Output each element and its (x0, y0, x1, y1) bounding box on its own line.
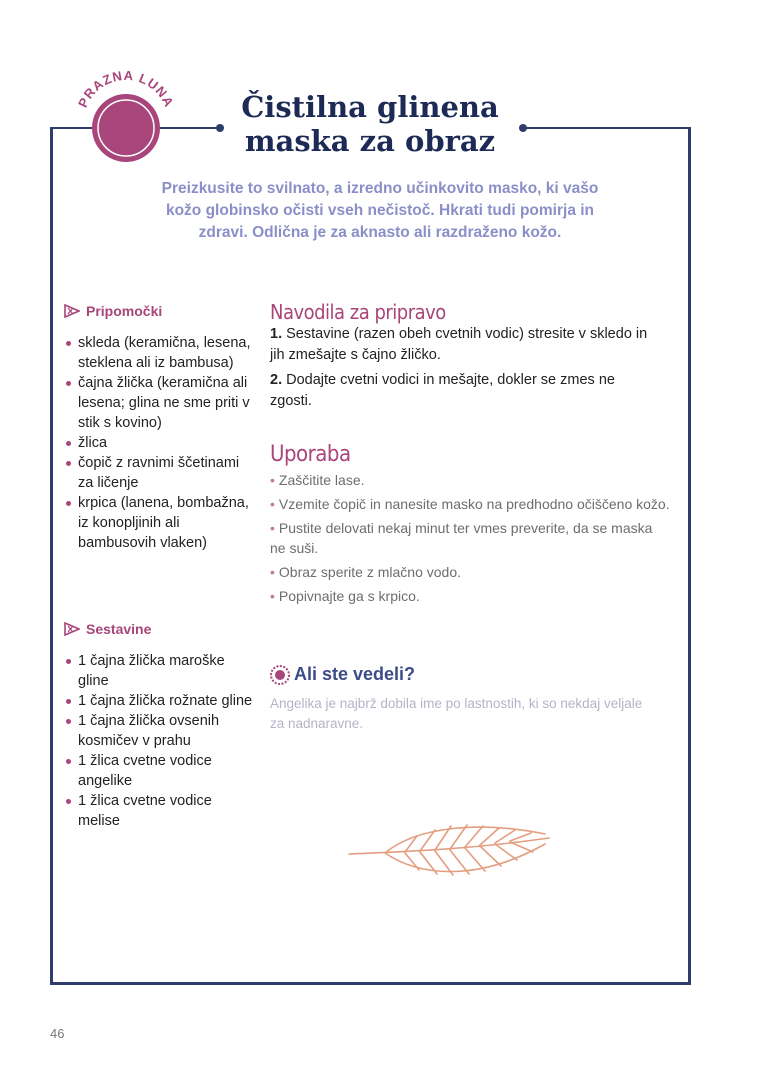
list-item: • Zaščitite lase. (270, 472, 365, 488)
feather-icon (345, 818, 553, 882)
frame-dot-right (519, 124, 527, 132)
instruction-step (270, 370, 650, 412)
frame-right-border (688, 128, 691, 984)
tools-heading (64, 303, 162, 319)
page-title: Čistilna glinena maska za obraz (241, 90, 499, 158)
tools-heading-label: Pripomočki (86, 303, 163, 319)
intro-text: Preizkusite to svilnato, a izredno učinkovito masko, ki vašo kožo globinsko očisti vseh nečistoč. Hkrati tudi pomirja in zdravi. Odlična je za aknasto ali razdraženo kožo. (161, 180, 599, 241)
list-item: čajna žlička (keramična ali lesena; glina ne sme priti v stik s kovino) (64, 373, 254, 433)
did-you-know-text: Angelika je najbrž dobila ime po lastnostih, ki so nekdaj veljale za nadnaravne. (270, 696, 643, 731)
list-item: skleda (keramična, lesena, steklena ali iz bambusa) (64, 333, 254, 373)
ingredients-heading-label: Sestavine (86, 621, 152, 637)
step-number: 2. (270, 372, 283, 388)
did-you-know-heading (270, 664, 415, 685)
list-item: 1 čajna žlička rožnate gline (64, 691, 254, 711)
instruction-step (270, 324, 650, 366)
frame-left-border (50, 128, 53, 984)
list-item: • Obraz sperite z mlačno vodo. (270, 564, 461, 580)
triangle-play-icon (64, 304, 80, 318)
step-text: Dodajte cvetni vodici in mešajte, dokler se zmes ne zgosti. (270, 372, 615, 409)
instructions-heading: Navodila za pripravo (270, 300, 446, 324)
moon-icon (92, 94, 160, 162)
ingredients-list (64, 651, 254, 831)
usage-heading: Uporaba (270, 442, 351, 467)
list-item: • Vzemite čopič in nanesite masko na predhodno očiščeno kožo. (270, 496, 670, 512)
list-item: žlica (64, 433, 254, 453)
page-number: 46 (50, 1026, 65, 1041)
did-you-know-label: Ali ste vedeli? (294, 664, 416, 684)
list-item: 1 žlica cvetne vodice angelike (64, 751, 254, 791)
list-item: čopič z ravnimi ščetinami za ličenje (64, 453, 254, 493)
step-number: 1. (270, 326, 283, 342)
list-item: • Popivnajte ga s krpico. (270, 588, 420, 604)
list-item: 1 čajna žlička ovsenih kosmičev v prahu (64, 711, 254, 751)
list-item: 1 čajna žlička maroške gline (64, 651, 254, 691)
triangle-play-icon (64, 622, 80, 636)
badge-label: PRAZNA LUNA (75, 67, 177, 110)
list-item: • Pustite delovati nekaj minut ter vmes preverite, da se maska ne suši. (270, 520, 653, 556)
ingredients-heading (64, 621, 151, 637)
list-item: krpica (lanena, bombažna, iz konopljinih ali bambusovih vlaken) (64, 493, 254, 553)
step-text: Sestavine (razen obeh cvetnih vodic) stresite v skledo in jih zmešajte s čajno žličko. (270, 326, 648, 363)
frame-bottom-border (50, 982, 691, 985)
sun-flower-icon (270, 665, 290, 685)
moon-phase-badge (66, 62, 186, 182)
list-item: 1 žlica cvetne vodice melise (64, 791, 254, 831)
usage-list (270, 470, 670, 610)
tools-list (64, 333, 254, 553)
frame-top-right-border (524, 127, 691, 129)
